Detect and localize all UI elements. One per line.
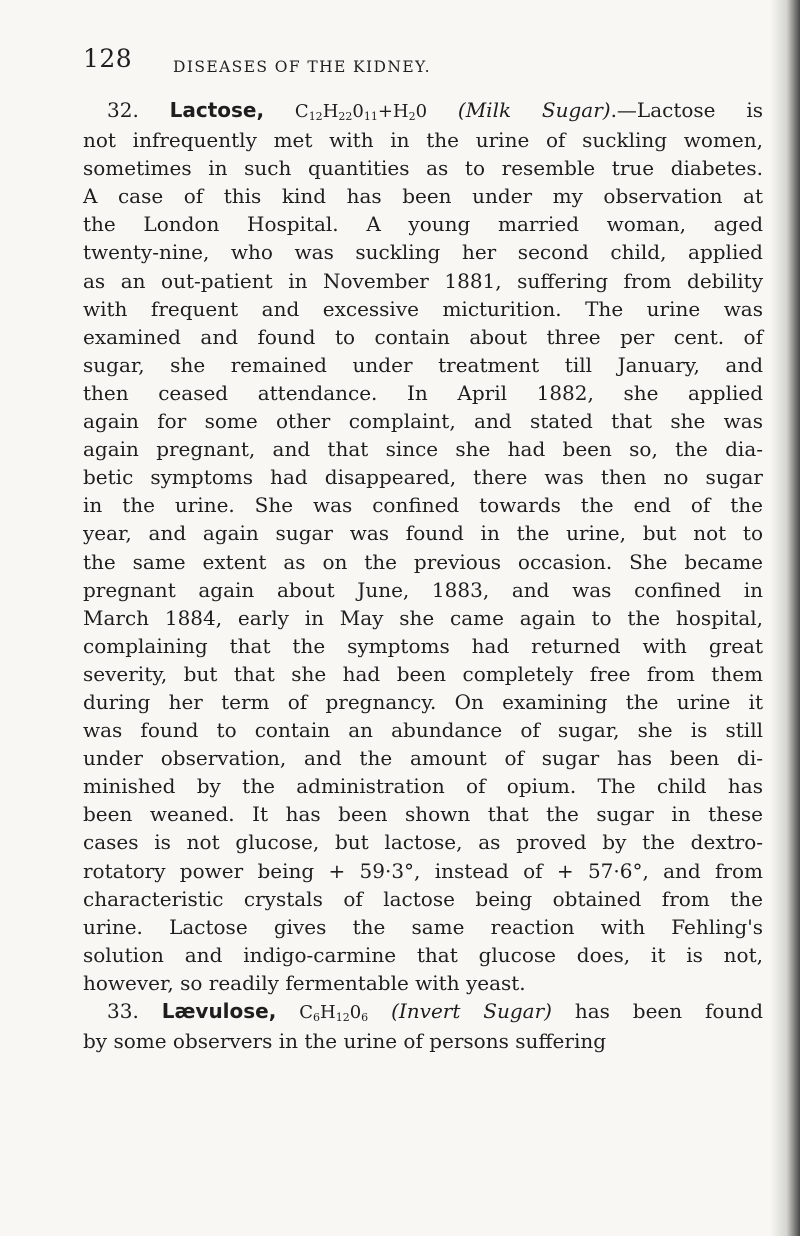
text-line: solution and indigo-carmine that glucose does, it is not, [83,942,763,967]
text-line: was found to contain an abundance of sugar, she is still [83,718,763,743]
running-head: DISEASES OF THE KIDNEY. [173,58,432,76]
text-line: complaining that the symptoms had returned with great [83,633,763,658]
page-number: 128 [83,44,133,73]
body-text [83,96,763,1055]
text-line: has been found [551,999,764,1023]
text-line: with frequent and excessive micturition. The urine was [83,296,763,321]
text-line: sometimes in such quantities as to resemble true diabetes. [83,156,763,181]
text-line: A case of this kind has been under my observation at [83,184,763,209]
text-line: again pregnant, and that since she had been so, the dia- [83,437,763,462]
text-line: examined and found to contain about three per cent. of [83,324,763,349]
section-33-title: Lævulose, [161,999,277,1023]
text-line: by some observers in the urine of persons suffering [83,1029,607,1054]
text-line: the same extent as on the previous occasion. She became [83,549,763,574]
text-line: pregnant again about June, 1883, and was confined in [83,577,763,602]
text-line: sugar, she remained under treatment till January, and [83,352,763,377]
text-line: rotatory power being + 59·3°, instead of + 57·6°, and from [83,858,763,883]
section-33-number: 33. [107,999,139,1023]
text-line: minished by the administration of opium. The child has [83,774,763,799]
section-32-formula: $C_{12}H_{22}0_{11}+H_20$ [294,101,428,123]
text-line: severity, but that she had been completely free from them [83,661,763,686]
text-line: March 1884, early in May she came again to the hospital, [83,605,763,630]
page-edge-shadow [770,0,800,1236]
section-33-formula: $C_6H_{12}0_6$ [299,1002,369,1024]
text-line: during her term of pregnancy. On examining the urine it [83,689,763,714]
page-header [83,44,763,82]
section-32-alt-name: (Milk Sugar) [457,98,611,122]
section-33-heading-line [83,997,763,1027]
section-33-alt-name: (Invert Sugar) [391,999,552,1023]
text-line: twenty-nine, who was suckling her second child, applied [83,240,763,265]
text-line: been weaned. It has been shown that the sugar in these [83,802,763,827]
text-line: year, and again sugar was found in the urine, but not to [83,521,763,546]
text-line: however, so readily fermentable with yeast. [83,970,526,995]
text-line: characteristic crystals of lactose being obtained from the [83,886,763,911]
text-line: again for some other complaint, and stated that she was [83,409,763,434]
text-line: as an out-patient in November 1881, suffering from debility [83,268,763,293]
text-line: then ceased attendance. In April 1882, she applied [83,380,763,405]
text-line: .—Lactose is [610,98,763,122]
text-line: not infrequently met with in the urine of suckling women, [83,128,763,153]
section-32-title: Lactose, [169,98,265,122]
text-line: betic symptoms had disappeared, there was then no sugar [83,465,763,490]
section-32-number: 32. [107,98,139,122]
section-32-heading-line [83,96,763,126]
text-line: in the urine. She was confined towards the end of the [83,493,763,518]
text-line: under observation, and the amount of sugar has been di- [83,746,763,771]
text-line: the London Hospital. A young married woman, aged [83,212,763,237]
text-line: cases is not glucose, but lactose, as proved by the dextro- [83,830,763,855]
text-line: urine. Lactose gives the same reaction with Fehling's [83,914,763,939]
